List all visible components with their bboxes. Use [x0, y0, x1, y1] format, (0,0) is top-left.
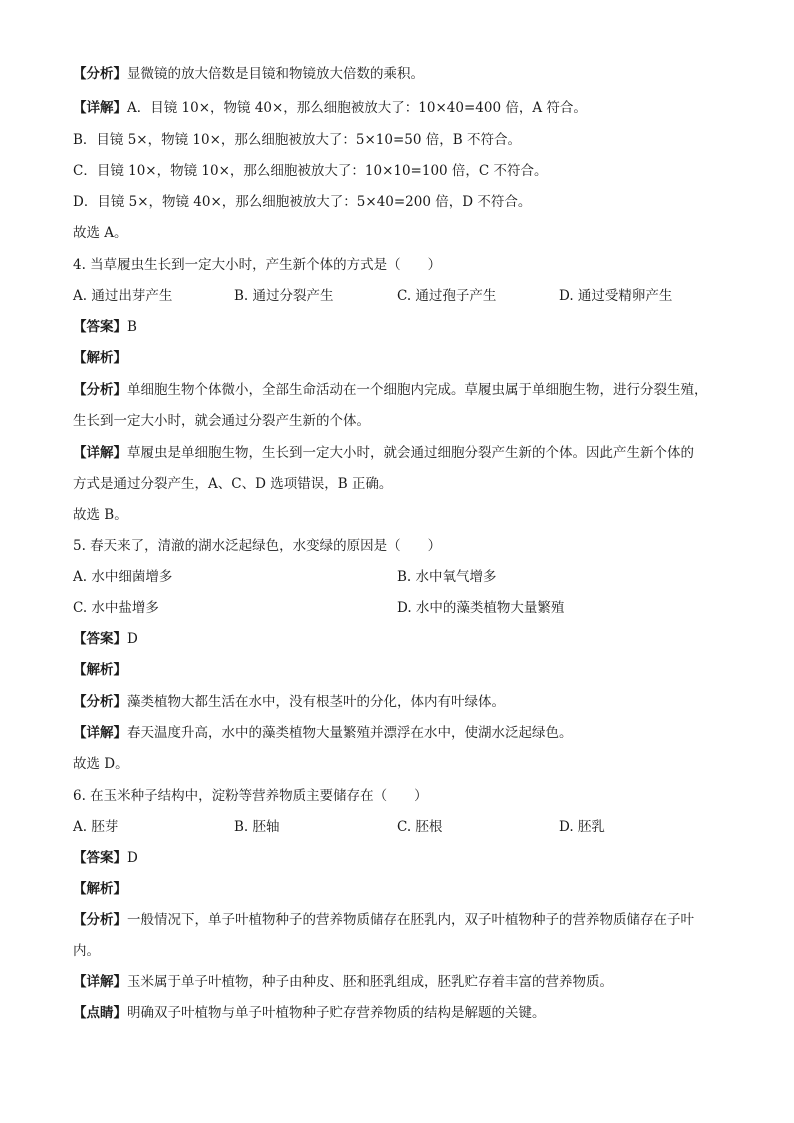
q5-option-c: C. 水中盐增多 — [73, 600, 159, 616]
q5-option-d: D. 水中的藻类植物大量繁殖 — [397, 600, 565, 616]
q6-jiexi — [73, 879, 127, 899]
answer-tag: 【答案】 — [73, 319, 127, 335]
q4-question: 4. 当草履虫生长到一定大小时，产生新个体的方式是（ ） — [73, 257, 442, 273]
detail-tag: 【详解】 — [73, 445, 127, 461]
q5-analysis: 【分析】藻类植物大都生活在水中，没有根茎叶的分化，体内有叶绿体。 — [73, 694, 505, 710]
q4-choice: 故选 B。 — [73, 507, 128, 523]
q4-answer: 【答案】B — [73, 319, 137, 335]
q6-question: 6. 在玉米种子结构中，淀粉等营养物质主要储存在（ ） — [73, 788, 428, 804]
jiexi-tag: 【解析】 — [73, 350, 127, 366]
q6-point: 【点睛】明确双子叶植物与单子叶植物种子贮存营养物质的结构是解题的关键。 — [73, 1005, 546, 1021]
detail-tag: 【详解】 — [73, 100, 127, 116]
q4-jiexi — [73, 348, 127, 368]
q3-detail-b: B．目镜 5×，物镜 10×，那么细胞被放大了：5×10=50 倍，B 不符合。 — [73, 132, 521, 148]
q3-choice: 故选 A。 — [73, 225, 128, 241]
q6-option-a: A. 胚芽 — [73, 819, 119, 835]
detail-tag: 【详解】 — [73, 725, 127, 741]
q5-answer: 【答案】D — [73, 631, 138, 647]
analysis-tag: 【分析】 — [73, 694, 127, 710]
q4-analysis-1: 【分析】单细胞生物个体微小，全部生命活动在一个细胞内完成。草履虫属于单细胞生物，进行分裂生殖， — [73, 382, 708, 398]
q6-analysis-2: 内。 — [73, 943, 100, 959]
q5-jiexi — [73, 660, 127, 680]
q3-detail-a: 【详解】A．目镜 10×，物镜 40×，那么细胞被放大了：10×40=400 倍，A 符合。 — [73, 100, 587, 116]
analysis-tag: 【分析】 — [73, 912, 127, 928]
answer-tag: 【答案】 — [73, 631, 127, 647]
analysis-tag: 【分析】 — [73, 382, 127, 398]
q3-detail-c: C．目镜 10×，物镜 10×，那么细胞被放大了：10×10=100 倍，C 不符合。 — [73, 163, 548, 179]
q4-option-d: D. 通过受精卵产生 — [559, 288, 673, 304]
jiexi-tag: 【解析】 — [73, 662, 127, 678]
q5-detail: 【详解】春天温度升高，水中的藻类植物大量繁殖并漂浮在水中，使湖水泛起绿色。 — [73, 725, 573, 741]
q5-option-a: A. 水中细菌增多 — [73, 569, 173, 585]
point-tag: 【点睛】 — [73, 1005, 127, 1021]
q6-option-d: D. 胚乳 — [559, 819, 605, 835]
q4-option-c: C. 通过孢子产生 — [397, 288, 497, 304]
q5-option-b: B. 水中氧气增多 — [397, 569, 497, 585]
q4-option-b: B. 通过分裂产生 — [234, 288, 334, 304]
q5-question: 5. 春天来了，清澈的湖水泛起绿色，水变绿的原因是（ ） — [73, 538, 442, 554]
q4-analysis-2: 生长到一定大小时，就会通过分裂产生新的个体。 — [73, 413, 370, 429]
q6-option-b: B. 胚轴 — [234, 819, 280, 835]
q3-analysis: 【分析】显微镜的放大倍数是目镜和物镜放大倍数的乘积。 — [73, 66, 424, 82]
detail-tag: 【详解】 — [73, 974, 127, 990]
q4-option-a: A. 通过出芽产生 — [73, 288, 173, 304]
answer-tag: 【答案】 — [73, 850, 127, 866]
analysis-tag: 【分析】 — [73, 66, 127, 82]
q6-analysis-1: 【分析】一般情况下，单子叶植物种子的营养物质储存在胚乳内，双子叶植物种子的营养物质储存在子叶 — [73, 912, 694, 928]
q6-detail: 【详解】玉米属于单子叶植物，种子由种皮、胚和胚乳组成，胚乳贮存着丰富的营养物质。 — [73, 974, 613, 990]
jiexi-tag: 【解析】 — [73, 881, 127, 897]
q6-option-c: C. 胚根 — [397, 819, 443, 835]
q6-answer: 【答案】D — [73, 850, 138, 866]
q3-detail-d: D．目镜 5×，物镜 40×，那么细胞被放大了：5×40=200 倍，D 不符合。 — [73, 194, 532, 210]
q4-detail-2: 方式是通过分裂产生，A、C、D 选项错误，B 正确。 — [73, 476, 393, 492]
q5-choice: 故选 D。 — [73, 756, 129, 772]
q4-detail-1: 【详解】草履虫是单细胞生物，生长到一定大小时，就会通过细胞分裂产生新的个体。因此产生新个体的 — [73, 445, 694, 461]
